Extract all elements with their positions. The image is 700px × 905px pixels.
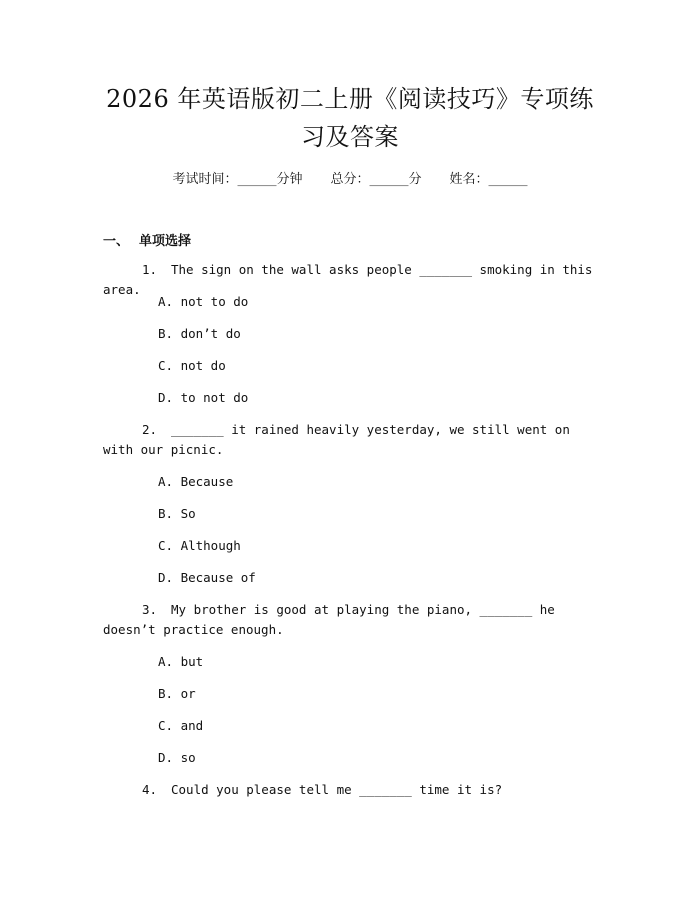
question-2-text: _______ it rained heavily yesterday, we still went on with our picnic. bbox=[103, 422, 570, 457]
question-3 bbox=[103, 600, 603, 640]
question-2 bbox=[103, 420, 603, 460]
question-2-number: 2. bbox=[141, 422, 157, 437]
question-4 bbox=[103, 780, 603, 800]
title-line-2: 习及答案 bbox=[301, 123, 399, 151]
exam-time-label: 考试时间：______分钟 bbox=[172, 172, 303, 187]
question-1-option-c: C. not do bbox=[158, 358, 226, 373]
question-1-option-b: B. don’t do bbox=[158, 326, 241, 341]
title-line-1: 2026 年英语版初二上册《阅读技巧》专项练 bbox=[106, 85, 594, 113]
question-3-text: My brother is good at playing the piano, _______ he doesn’t practice enough. bbox=[103, 602, 555, 637]
document-title bbox=[90, 80, 610, 156]
question-3-option-d: D. so bbox=[158, 750, 196, 765]
section-title: 单项选择 bbox=[139, 234, 192, 249]
section-number: 一、 bbox=[103, 234, 130, 249]
section-heading bbox=[103, 230, 191, 249]
question-3-option-b: B. or bbox=[158, 686, 196, 701]
question-4-text: Could you please tell me _______ time it is? bbox=[171, 782, 503, 797]
question-2-option-a: A. Because bbox=[158, 474, 234, 489]
total-score-label: 总分：______分 bbox=[330, 172, 422, 187]
question-3-option-a: A. but bbox=[158, 654, 204, 669]
question-1-number: 1. bbox=[141, 262, 157, 277]
question-3-number: 3. bbox=[141, 602, 157, 617]
question-3-option-c: C. and bbox=[158, 718, 204, 733]
question-1-option-d: D. to not do bbox=[158, 390, 249, 405]
question-2-option-d: D. Because of bbox=[158, 570, 256, 585]
student-name-label: 姓名：______ bbox=[449, 172, 528, 187]
question-1-option-a: A. not to do bbox=[158, 294, 249, 309]
question-4-number: 4. bbox=[141, 782, 157, 797]
question-2-option-b: B. So bbox=[158, 506, 196, 521]
question-1-text: The sign on the wall asks people _______ smoking in this area. bbox=[103, 262, 593, 297]
question-2-option-c: C. Although bbox=[158, 538, 241, 553]
exam-meta bbox=[0, 168, 700, 187]
